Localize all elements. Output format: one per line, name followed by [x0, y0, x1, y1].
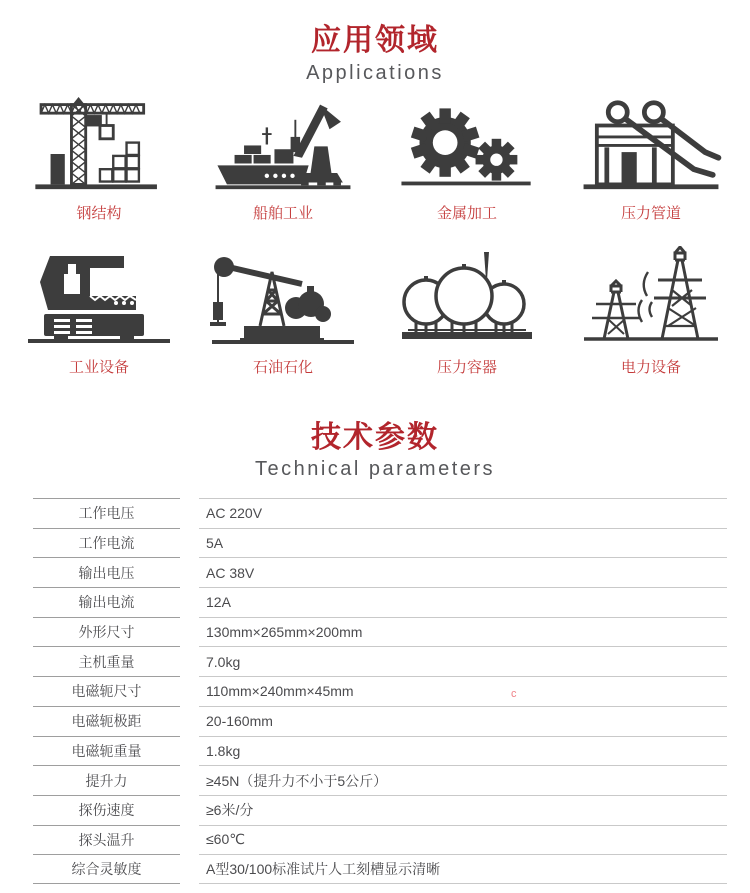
spec-row: [0, 765, 750, 795]
application-item-industrial-equipment: [7, 248, 191, 377]
technical-subtitle: Technical parameters: [254, 458, 496, 480]
spec-value: ≤60℃: [199, 825, 727, 855]
power-tower-icon: [576, 248, 726, 346]
spec-label: 电磁轭尺寸: [33, 676, 180, 706]
ship-crane-icon: [208, 94, 358, 192]
spec-value: AC 38V: [199, 557, 727, 587]
pressure-vessel-icon: [392, 248, 542, 346]
industrial-machine-icon: [24, 248, 174, 346]
stray-text-artifact: c: [511, 688, 517, 700]
application-label: 压力容器: [436, 358, 497, 376]
spec-label: 探头温升: [33, 825, 180, 855]
spec-label: 电磁轭重量: [33, 736, 180, 766]
spec-row: [0, 736, 750, 766]
spec-label: 输出电压: [33, 557, 180, 587]
spec-value: 20-160mm: [199, 706, 727, 736]
spec-row: [0, 587, 750, 617]
spec-label: 工作电压: [33, 498, 180, 528]
application-item-metal-working: [375, 94, 559, 223]
spec-value: 7.0kg: [199, 646, 727, 676]
tower-crane-icon: [24, 94, 174, 192]
spec-row: [0, 646, 750, 676]
application-item-steel-structure: [7, 94, 191, 223]
technical-title: 技术参数: [311, 420, 439, 454]
application-label: 电力设备: [620, 358, 681, 376]
spec-value: A型30/100标准试片人工刻槽显示清晰: [199, 854, 727, 884]
spec-value: ≥6米/分: [199, 795, 727, 825]
application-item-petrochemical: [191, 248, 375, 377]
technical-header: [0, 421, 750, 482]
pressure-pipeline-icon: [576, 94, 726, 192]
spec-label: 电磁轭极距: [33, 706, 180, 736]
application-item-electric-power: [559, 248, 743, 377]
spec-row: [0, 825, 750, 855]
spec-label: 工作电流: [33, 528, 180, 558]
application-label: 金属加工: [436, 204, 497, 222]
applications-subtitle: Applications: [306, 61, 444, 84]
spec-label: 提升力: [33, 765, 180, 795]
spec-value: AC 220V: [199, 498, 727, 528]
applications-grid: [7, 94, 743, 377]
spec-value: 1.8kg: [199, 736, 727, 766]
application-item-pressure-vessel: [375, 248, 559, 377]
spec-row: [0, 617, 750, 647]
application-label: 石油石化: [252, 358, 313, 376]
spec-value: 110mm×240mm×45mm: [199, 676, 727, 706]
spec-row: [0, 498, 750, 528]
application-label: 钢结构: [76, 204, 122, 222]
applications-header: [0, 0, 750, 85]
spec-row: [0, 795, 750, 825]
spec-row: [0, 706, 750, 736]
application-item-pressure-pipeline: [559, 94, 743, 223]
spec-table: [0, 498, 750, 884]
application-label: 船舶工业: [252, 204, 313, 222]
spec-row: [0, 528, 750, 558]
application-label: 工业设备: [68, 358, 129, 376]
spec-label: 综合灵敏度: [33, 854, 180, 884]
spec-label: 外形尺寸: [33, 617, 180, 647]
application-label: 压力管道: [620, 204, 681, 222]
spec-label: 主机重量: [33, 646, 180, 676]
spec-value: 12A: [199, 587, 727, 617]
spec-label: 探伤速度: [33, 795, 180, 825]
spec-value: 5A: [199, 528, 727, 558]
spec-label: 输出电流: [33, 587, 180, 617]
spec-row: [0, 676, 750, 706]
spec-row: [0, 854, 750, 884]
applications-title: 应用领域: [311, 24, 439, 57]
application-item-shipbuilding: [191, 94, 375, 223]
oil-pumpjack-icon: [208, 248, 358, 346]
gears-icon: [392, 94, 542, 192]
spec-row: [0, 557, 750, 587]
spec-value: 130mm×265mm×200mm: [199, 617, 727, 647]
spec-value: ≥45N（提升力不小于5公斤）: [199, 765, 727, 795]
